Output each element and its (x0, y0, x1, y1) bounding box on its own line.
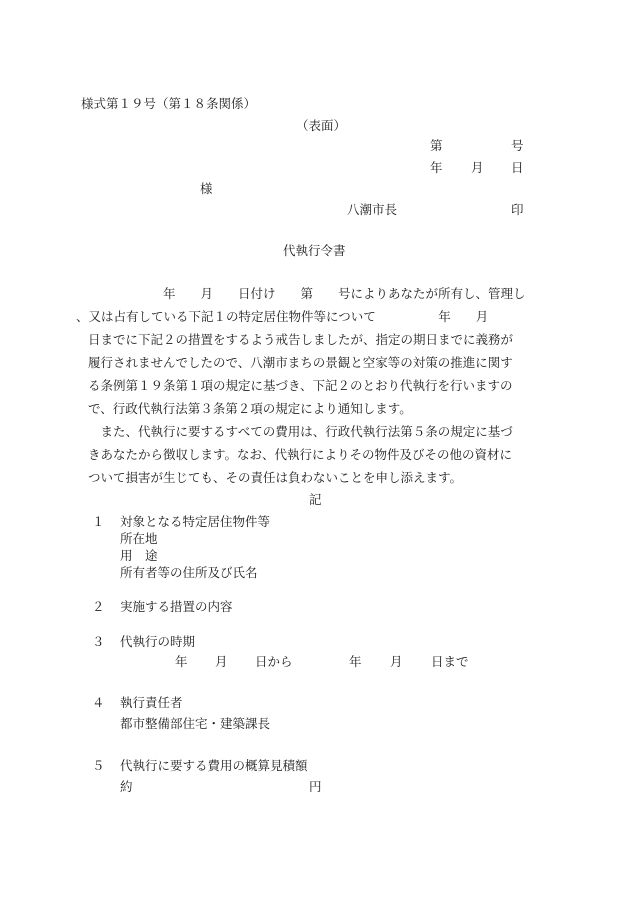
issuer-seal: 印 (511, 202, 524, 217)
body-line-2: 、又は占有している下記１の特定居住物件等について 年 月 (76, 309, 489, 324)
body-line-9: ついて損害が生じても、その責任は負わないことを申し添えます。 (88, 470, 463, 485)
item1-number: １ (92, 514, 105, 529)
form-label: 様式第１９号（第１８条関係） (81, 96, 257, 111)
item2-number: ２ (92, 599, 105, 614)
item1-sub-location: 所在地 (120, 531, 158, 546)
body-line-8: きあなたから徴収します。なお、代執行によりその物件及びその他の資材に (88, 447, 513, 462)
item3-from-year: 年 (175, 654, 188, 669)
body-line-3: 日までに下記２の措置をするよう戒告しましたが、指定の期日までに義務が (88, 332, 514, 347)
item5-prefix: 約 (120, 779, 133, 794)
item3-to-day: 日まで (431, 654, 469, 669)
item3-to-year: 年 (349, 654, 362, 669)
body-line-1: 年 月 日付け 第 号によりあなたが所有し、管理し (88, 286, 526, 301)
item3-number: ３ (92, 634, 105, 649)
item3-from-day: 日から (255, 654, 293, 669)
doc-date-month: 月 (471, 160, 484, 175)
item5-title: 代執行に要する費用の概算見積額 (120, 758, 308, 773)
body-line-5: る条例第１９条第１項の規定に基づき、下記２のとおり代執行を行いますの (88, 378, 513, 393)
issuer-name: 八潮市長 (347, 202, 398, 217)
item3-title: 代執行の時期 (120, 634, 196, 649)
doc-number-dai: 第 (430, 138, 443, 153)
item3-to-month: 月 (390, 654, 403, 669)
item1-sub-owner: 所有者等の住所及び氏名 (120, 565, 258, 580)
doc-number-go: 号 (511, 138, 524, 153)
side-label: （表面） (296, 118, 347, 133)
body-line-6: で、行政代執行法第３条第２項の規定により通知します。 (88, 401, 412, 416)
doc-date-year: 年 (430, 160, 443, 175)
item2-title: 実施する措置の内容 (120, 599, 233, 614)
item4-title: 執行責任者 (120, 695, 183, 710)
item1-title: 対象となる特定居住物件等 (120, 514, 271, 529)
ki-heading: 記 (309, 492, 322, 507)
item5-number: ５ (92, 758, 105, 773)
item5-unit: 円 (309, 779, 322, 794)
item3-from-month: 月 (215, 654, 228, 669)
document-title: 代執行令書 (283, 243, 346, 258)
doc-date-day: 日 (511, 160, 524, 175)
addressee-honorific: 様 (200, 181, 213, 196)
item4-value: 都市整備部住宅・建築課長 (120, 716, 271, 731)
item4-number: ４ (92, 695, 105, 710)
body-line-4: 履行されませんでしたので、八潮市まちの景観と空家等の対策の推進に関す (88, 355, 513, 370)
item1-sub-use: 用 途 (120, 548, 158, 563)
body-line-7: また、代執行に要するすべての費用は、行政代執行法第５条の規定に基づ (88, 424, 513, 439)
